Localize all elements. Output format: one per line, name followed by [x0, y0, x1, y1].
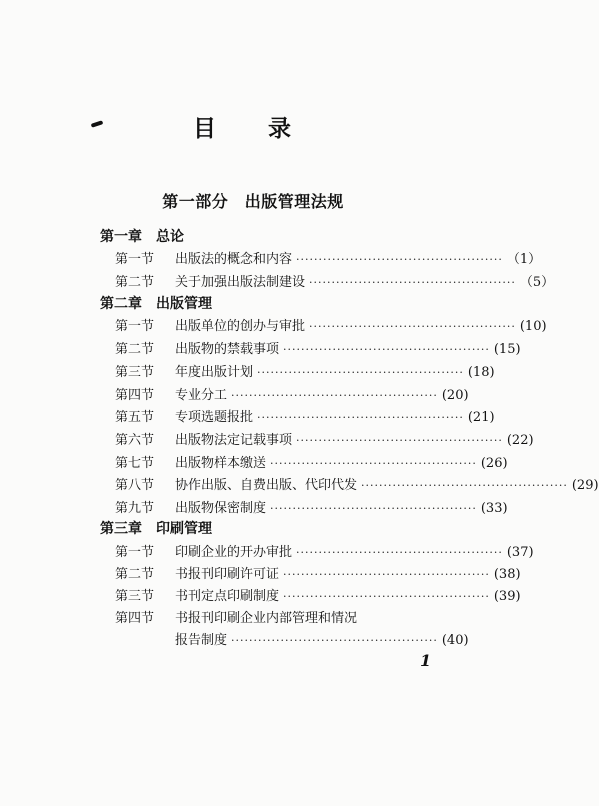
dot-leader: ··············································: [283, 568, 490, 581]
section-title: 出版法的概念和内容: [175, 252, 293, 267]
dot-leader: ··············································: [283, 343, 490, 356]
toc-entry[interactable]: [115, 452, 508, 472]
chapter-label: 第二章: [100, 296, 142, 312]
chapter-label: 第一章: [100, 229, 142, 245]
section-number: 第四节: [115, 611, 155, 626]
page-reference: (38): [493, 567, 521, 582]
page-number: 1: [420, 651, 432, 670]
section-title: 出版单位的创办与审批: [175, 319, 306, 334]
page-reference: (22): [506, 433, 534, 448]
part-title: 第一部分 出版管理法规: [162, 192, 344, 211]
page-reference: (37): [506, 545, 534, 560]
section-number: 第二节: [115, 567, 155, 582]
section-number: 第三节: [115, 365, 155, 380]
page-reference: (29): [571, 478, 599, 493]
page-reference: （1）: [506, 252, 542, 267]
section-title: 协作出版、自费出版、代印代发: [175, 478, 358, 493]
section-title: 印刷企业的开办审批: [175, 545, 293, 560]
section-title: 书刊定点印刷制度: [175, 589, 280, 604]
dot-leader: ··············································: [296, 546, 503, 559]
section-number: 第四节: [115, 388, 155, 403]
section-number: 第六节: [115, 433, 155, 448]
toc-entry[interactable]: [115, 474, 599, 494]
toc-entry[interactable]: [115, 315, 547, 335]
chapter-title: 总论: [156, 229, 184, 245]
page-reference: (10): [519, 319, 547, 334]
section-number: 第一节: [115, 252, 155, 267]
toc-entry[interactable]: [115, 497, 508, 517]
section-number: 第七节: [115, 456, 155, 471]
dot-leader: ··············································: [257, 366, 464, 379]
toc-entry[interactable]: [115, 338, 521, 358]
page-reference: (15): [493, 342, 521, 357]
page-reference: (21): [467, 410, 495, 425]
section-number: 第八节: [115, 478, 155, 493]
toc-entry[interactable]: [115, 361, 495, 381]
page-heading: 目 录: [192, 116, 313, 142]
chapter-title: 出版管理: [156, 296, 212, 312]
dot-leader: ··············································: [296, 434, 503, 447]
dot-leader: ··············································: [231, 634, 438, 647]
dot-leader: ··············································: [309, 276, 516, 289]
section-title: 专业分工: [175, 388, 228, 403]
section-number: 第二节: [115, 275, 155, 290]
section-title: 书报刊印刷许可证: [175, 567, 280, 582]
page-reference: (18): [467, 365, 495, 380]
section-number: 第二节: [115, 342, 155, 357]
section-number: 第一节: [115, 319, 155, 334]
section-title: 关于加强出版法制建设: [175, 275, 306, 290]
toc-entry[interactable]: [115, 541, 534, 561]
page-reference: （5）: [519, 275, 555, 290]
dot-leader: ··············································: [270, 457, 477, 470]
section-title: 出版物的禁载事项: [175, 342, 280, 357]
page-reference: (26): [480, 456, 508, 471]
page-reference: (33): [480, 501, 508, 516]
section-title: 出版物法定记载事项: [175, 433, 293, 448]
section-title: 出版物样本缴送: [175, 456, 267, 471]
page-reference: (40): [441, 633, 469, 648]
chapter-heading: [100, 226, 184, 246]
dot-leader: ··············································: [283, 590, 490, 603]
chapter-heading: [100, 518, 212, 538]
section-number: 第五节: [115, 410, 155, 425]
toc-entry[interactable]: [115, 607, 440, 627]
section-title: 年度出版计划: [175, 365, 254, 380]
toc-entry[interactable]: [115, 406, 495, 426]
toc-entry[interactable]: [115, 248, 542, 268]
chapter-label: 第三章: [100, 521, 142, 537]
section-title: 专项选题报批: [175, 410, 254, 425]
toc-entry[interactable]: [115, 429, 534, 449]
toc-entry[interactable]: [115, 384, 469, 404]
section-title: 出版物保密制度: [175, 501, 267, 516]
dot-leader: ··············································: [231, 389, 438, 402]
section-number: 第一节: [115, 545, 155, 560]
dot-leader: ··············································: [270, 502, 477, 515]
section-number: 第九节: [115, 501, 155, 516]
dot-leader: ··············································: [257, 411, 464, 424]
section-number: 第三节: [115, 589, 155, 604]
dot-leader: ··············································: [361, 479, 568, 492]
section-title: 报告制度: [175, 633, 228, 648]
dot-leader: ··············································: [296, 253, 503, 266]
section-title: 书报刊印刷企业内部管理和情况: [175, 611, 358, 626]
toc-entry[interactable]: [115, 563, 521, 583]
toc-entry-continuation[interactable]: [175, 629, 469, 649]
chapter-title: 印刷管理: [156, 521, 212, 537]
chapter-heading: [100, 293, 212, 313]
toc-entry[interactable]: [115, 585, 521, 605]
page-reference: (39): [493, 589, 521, 604]
dot-leader: ··············································: [309, 320, 516, 333]
page-reference: (20): [441, 388, 469, 403]
toc-entry[interactable]: [115, 271, 555, 291]
